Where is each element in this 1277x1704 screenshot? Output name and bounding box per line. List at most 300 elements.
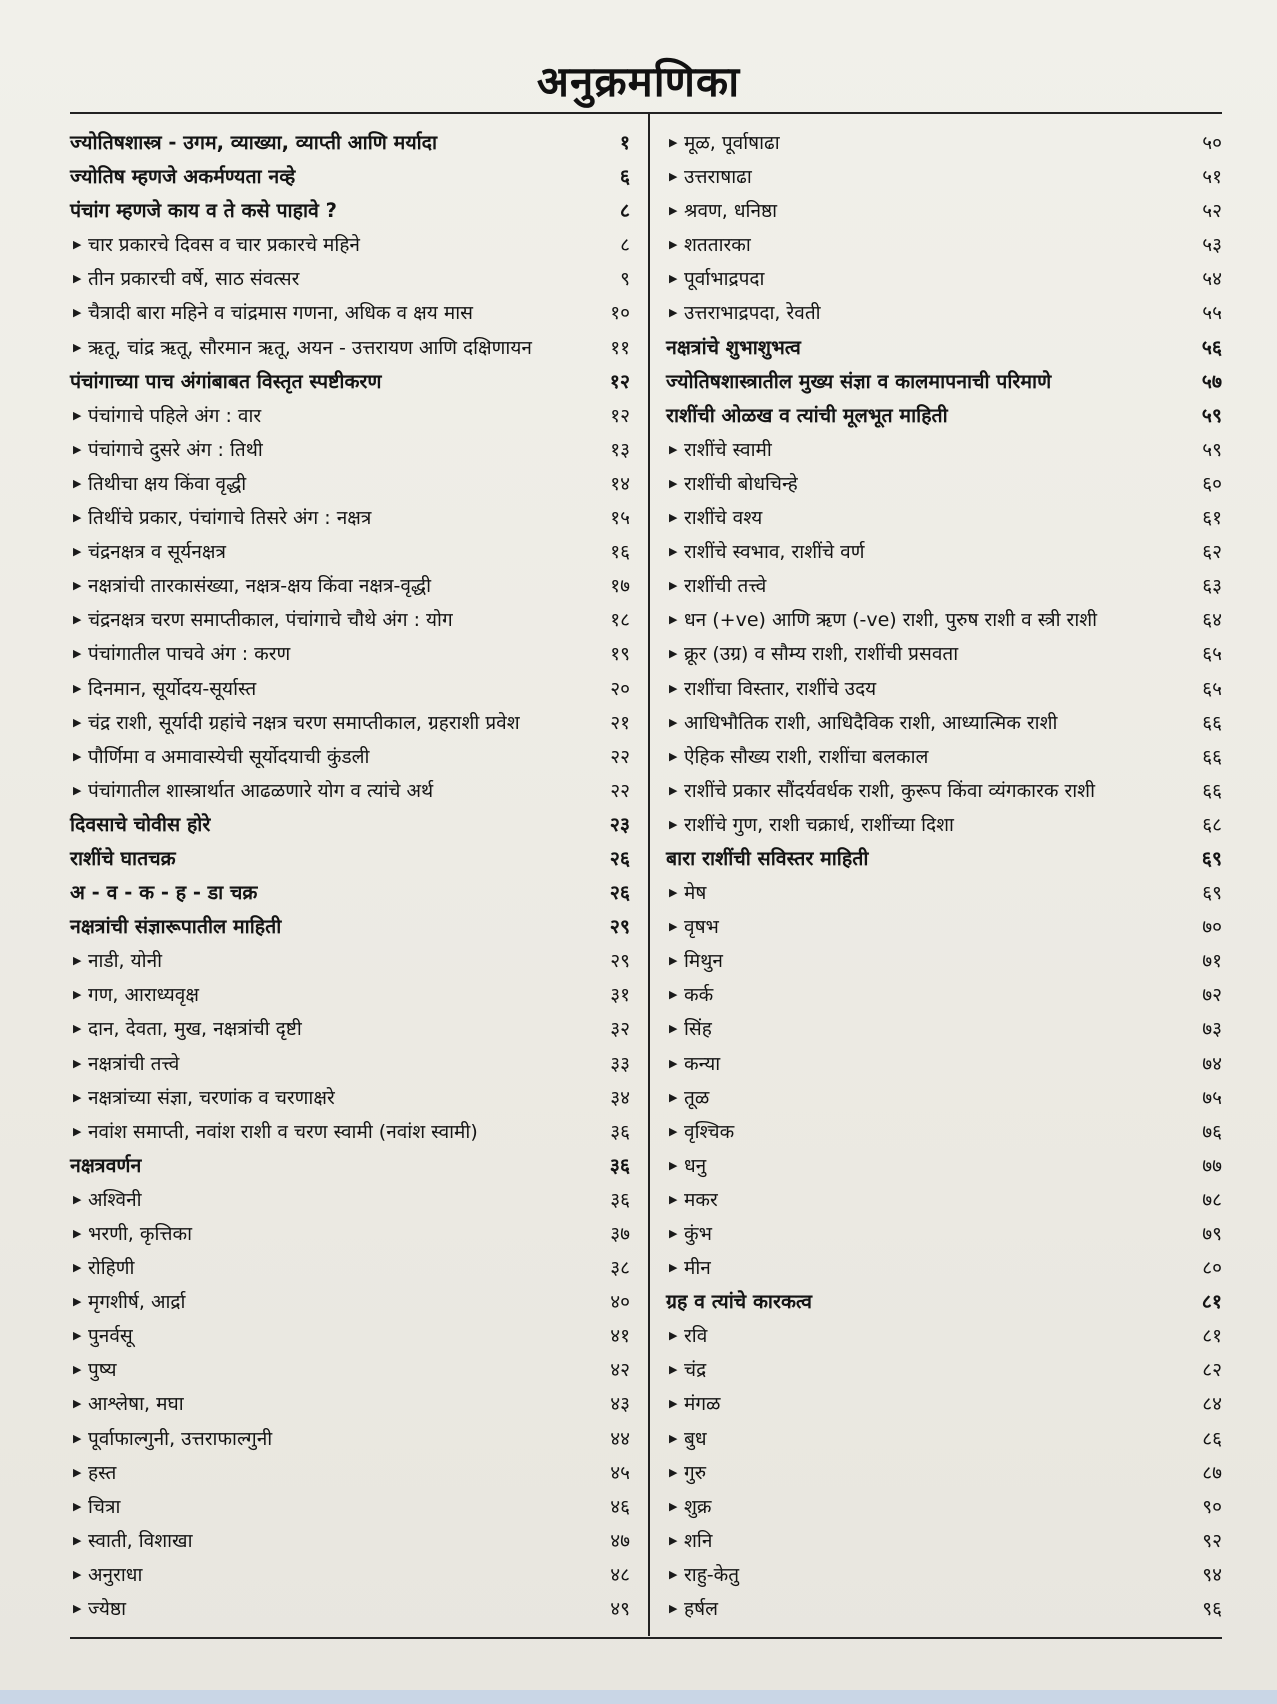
toc-sub-entry (70, 944, 630, 978)
toc-heading-entry (70, 876, 630, 910)
toc-entry-title: पंचांगातील शास्त्रार्थात आढळणारे योग व त्यांचे अर्थ (88, 779, 434, 802)
toc-entry-title: चार प्रकारचे दिवस व चार प्रकारचे महिने (88, 234, 360, 257)
bullet-icon: ▶ (73, 1602, 82, 1616)
toc-entry-title: नक्षत्रांची तत्त्वे (88, 1052, 180, 1075)
toc-entry-page: ५० (1202, 132, 1222, 154)
toc-sub-entry (666, 194, 1222, 228)
toc-entry-page: ४० (610, 1291, 630, 1314)
toc-entry-title: तिथीचा क्षय किंवा वृद्धी (88, 472, 247, 495)
toc-entry-title: धनु (684, 1154, 707, 1177)
toc-entry-title: अनुराधा (88, 1563, 143, 1586)
toc-sub-entry (70, 740, 630, 774)
toc-sub-entry (70, 1319, 630, 1353)
bullet-icon: ▶ (73, 408, 82, 422)
bullet-icon: ▶ (669, 204, 678, 218)
bullet-icon: ▶ (669, 1533, 678, 1547)
toc-entry-title: कन्या (684, 1052, 721, 1075)
bullet-icon: ▶ (73, 1192, 82, 1206)
toc-entry-page: १८ (610, 609, 630, 632)
toc-entry-title: नक्षत्रांची संज्ञारूपातील माहिती (70, 915, 282, 939)
bullet-icon: ▶ (669, 1397, 678, 1411)
toc-entry-title: राशींचे वश्य (684, 507, 763, 530)
toc-entry-title: हर्षल (684, 1598, 718, 1621)
toc-entry-title: राशींची बोधचिन्हे (684, 472, 798, 495)
bullet-icon: ▶ (73, 1056, 82, 1070)
toc-heading-entry (70, 160, 630, 194)
toc-entry-page: ८० (1202, 1257, 1222, 1280)
top-rule (70, 112, 1222, 114)
bullet-icon: ▶ (73, 511, 82, 525)
toc-heading-entry (70, 126, 630, 160)
toc-entry-page: ९४ (1202, 1563, 1222, 1586)
toc-sub-entry (70, 706, 630, 740)
toc-sub-entry (666, 1592, 1222, 1626)
toc-entry-title: उत्तराषाढा (684, 166, 752, 189)
bullet-icon: ▶ (669, 579, 678, 593)
toc-entry-title: तिथींचे प्रकार, पंचांगाचे तिसरे अंग : नक्षत्र (88, 507, 372, 530)
bullet-icon: ▶ (73, 783, 82, 797)
toc-entry-page: १४ (610, 472, 630, 495)
bullet-icon: ▶ (669, 545, 678, 559)
toc-sub-entry (70, 1387, 630, 1421)
toc-sub-entry (666, 1149, 1222, 1183)
bullet-icon: ▶ (669, 715, 678, 729)
bullet-icon: ▶ (73, 749, 82, 763)
toc-entry-title: ऋतू, चांद्र ऋतू, सौरमान ऋतू, अयन - उत्तरायण आणि दक्षिणायन (88, 336, 532, 359)
toc-entry-page: १३ (610, 438, 630, 461)
toc-sub-entry (666, 672, 1222, 706)
toc-sub-entry (70, 978, 630, 1012)
toc-entry-page: १५ (610, 507, 630, 530)
bullet-icon: ▶ (669, 920, 678, 934)
toc-entry-title: हस्त (88, 1461, 117, 1484)
toc-entry-page: १६ (610, 541, 630, 564)
bullet-icon: ▶ (669, 749, 678, 763)
toc-entry-page: ८१ (1201, 1290, 1222, 1314)
toc-sub-entry (70, 1081, 630, 1115)
toc-sub-entry (70, 331, 630, 365)
toc-entry-page: ६२ (1202, 541, 1222, 564)
toc-sub-entry (70, 603, 630, 637)
toc-sub-entry (666, 296, 1222, 330)
toc-entry-page: ३३ (610, 1052, 630, 1075)
toc-entry-page: ८२ (1202, 1359, 1222, 1382)
toc-left-column (70, 126, 630, 1626)
toc-sub-entry (666, 740, 1222, 774)
toc-entry-page: ४३ (610, 1393, 630, 1416)
toc-entry-page: ५९ (1201, 403, 1222, 427)
toc-sub-entry (666, 1422, 1222, 1456)
toc-entry-title: शनि (684, 1529, 713, 1552)
bullet-icon: ▶ (669, 1090, 678, 1104)
toc-entry-page: ४२ (610, 1359, 630, 1382)
toc-entry-title: शुक्र (684, 1495, 712, 1518)
toc-entry-title: गण, आराध्यवृक्ष (88, 984, 199, 1007)
bullet-icon: ▶ (73, 579, 82, 593)
bullet-icon: ▶ (73, 681, 82, 695)
toc-entry-title: पंचांग म्हणजे काय व ते कसे पाहावे ? (70, 199, 337, 223)
toc-entry-page: ७७ (1202, 1154, 1222, 1177)
toc-entry-title: नाडी, योनी (88, 950, 163, 973)
toc-entry-title: पुनर्वसू (88, 1325, 133, 1348)
toc-sub-entry (70, 535, 630, 569)
bullet-icon: ▶ (669, 442, 678, 456)
bullet-icon: ▶ (73, 442, 82, 456)
toc-right-column (666, 126, 1222, 1626)
toc-sub-entry (70, 1217, 630, 1251)
toc-sub-entry (666, 876, 1222, 910)
toc-entry-page: २२ (610, 745, 630, 768)
bullet-icon: ▶ (669, 1022, 678, 1036)
bullet-icon: ▶ (669, 1602, 678, 1616)
toc-entry-page: ६६ (1202, 745, 1222, 768)
toc-sub-entry (666, 1012, 1222, 1046)
toc-sub-entry (666, 569, 1222, 603)
toc-entry-title: कर्क (684, 984, 714, 1007)
toc-entry-title: चैत्रादी बारा महिने व चांद्रमास गणना, अधिक व क्षय मास (88, 302, 473, 325)
toc-entry-title: राशींची तत्त्वे (684, 575, 767, 598)
toc-heading-entry (70, 842, 630, 876)
toc-entry-title: कुंभ (684, 1223, 712, 1245)
toc-entry-title: दिनमान, सूर्योदय-सूर्यास्त (88, 677, 257, 700)
toc-entry-title: क्रूर (उग्र) व सौम्य राशी, राशींची प्रसवता (684, 643, 959, 666)
toc-entry-page: ४६ (610, 1495, 630, 1518)
toc-entry-title: मकर (684, 1188, 718, 1211)
bullet-icon: ▶ (669, 1192, 678, 1206)
toc-entry-page: ५१ (1202, 166, 1222, 189)
toc-sub-entry (70, 1422, 630, 1456)
toc-entry-page: ६० (1202, 472, 1222, 495)
bullet-icon: ▶ (669, 681, 678, 695)
bullet-icon: ▶ (669, 511, 678, 525)
toc-entry-page: ११ (610, 336, 630, 359)
toc-entry-title: राहु-केतु (684, 1563, 740, 1586)
toc-sub-entry (666, 535, 1222, 569)
bullet-icon: ▶ (73, 715, 82, 729)
toc-entry-page: ७१ (1202, 950, 1222, 973)
bullet-icon: ▶ (73, 1090, 82, 1104)
bullet-icon: ▶ (73, 647, 82, 661)
bullet-icon: ▶ (73, 1329, 82, 1343)
toc-entry-title: अ - व - क - ह - डा चक्र (70, 881, 258, 905)
toc-entry-page: ७५ (1202, 1086, 1222, 1109)
toc-entry-title: पंचांगाच्या पाच अंगांबाबत विस्तृत स्पष्टीकरण (70, 369, 382, 393)
toc-entry-title: मिथुन (684, 950, 723, 973)
toc-entry-page: ७३ (1202, 1018, 1222, 1041)
toc-entry-page: ६५ (1202, 677, 1222, 700)
toc-entry-page: २६ (609, 846, 630, 870)
toc-sub-entry (70, 433, 630, 467)
toc-entry-page: १९ (610, 643, 630, 666)
toc-entry-page: ५२ (1202, 200, 1222, 223)
toc-entry-page: ५७ (1201, 369, 1222, 393)
toc-sub-entry (70, 1183, 630, 1217)
toc-sub-entry (70, 399, 630, 433)
toc-sub-entry (666, 944, 1222, 978)
toc-entry-page: ६९ (1202, 882, 1222, 905)
toc-entry-title: उत्तराभाद्रपदा, रेवती (684, 302, 821, 325)
toc-entry-title: चंद्र राशी, सूर्यादी ग्रहांचे नक्षत्र चरण समाप्तीकाल, ग्रहराशी प्रवेश (88, 711, 520, 734)
toc-sub-entry (666, 1183, 1222, 1217)
toc-sub-entry (70, 672, 630, 706)
toc-entry-page: १ (619, 131, 630, 154)
toc-entry-title: मूळ, पूर्वाषाढा (684, 132, 780, 154)
bullet-icon: ▶ (73, 1022, 82, 1036)
bullet-icon: ▶ (669, 1227, 678, 1240)
toc-sub-entry (666, 228, 1222, 262)
toc-entry-title: वृश्चिक (684, 1120, 735, 1143)
bullet-icon: ▶ (669, 136, 678, 149)
toc-entry-page: ४८ (610, 1563, 630, 1586)
toc-entry-page: ५६ (1201, 335, 1222, 359)
toc-sub-entry (70, 774, 630, 808)
bullet-icon: ▶ (73, 1227, 82, 1240)
toc-entry-page: १२ (609, 369, 630, 393)
toc-entry-title: नक्षत्रांचे शुभाशुभत्व (666, 335, 801, 359)
toc-entry-page: ६८ (1202, 813, 1222, 836)
bullet-icon: ▶ (73, 1363, 82, 1377)
toc-entry-page: ५३ (1202, 234, 1222, 257)
toc-sub-entry (666, 467, 1222, 501)
toc-sub-entry (666, 1081, 1222, 1115)
toc-entry-title: दिवसाचे चोवीस होरे (70, 812, 211, 836)
toc-sub-entry (666, 978, 1222, 1012)
bullet-icon: ▶ (669, 988, 678, 1002)
page-title: अनुक्रमणिका (536, 57, 741, 106)
toc-sub-entry (666, 603, 1222, 637)
bullet-icon: ▶ (669, 1261, 678, 1275)
toc-heading-entry (666, 399, 1222, 433)
bullet-icon: ▶ (73, 1261, 82, 1275)
bullet-icon: ▶ (73, 1397, 82, 1411)
toc-entry-page: ६ (619, 165, 630, 189)
toc-sub-entry (70, 1353, 630, 1387)
scan-edge (0, 1690, 1277, 1704)
toc-entry-title: ऐहिक सौख्य राशी, राशींचा बलकाल (684, 745, 929, 768)
toc-entry-title: पंचांगातील पाचवे अंग : करण (88, 643, 291, 666)
toc-heading-entry (666, 365, 1222, 399)
toc-entry-page: ८७ (1202, 1461, 1222, 1484)
toc-entry-title: मेष (684, 882, 707, 905)
toc-entry-page: २० (610, 677, 630, 700)
toc-sub-entry (70, 1558, 630, 1592)
toc-heading-entry (666, 331, 1222, 365)
toc-entry-title: आश्लेषा, मघा (88, 1393, 184, 1416)
toc-sub-entry (666, 501, 1222, 535)
toc-entry-title: रवि (684, 1325, 708, 1348)
toc-sub-entry (70, 1285, 630, 1319)
toc-sub-entry (666, 433, 1222, 467)
toc-entry-title: ज्योतिष म्हणजे अकर्मण्यता नव्हे (70, 165, 296, 189)
toc-entry-title: पंचांगाचे पहिले अंग : वार (88, 404, 262, 427)
toc-entry-page: ७६ (1202, 1120, 1222, 1143)
toc-heading-entry (666, 1285, 1222, 1319)
toc-sub-entry (666, 1047, 1222, 1081)
toc-sub-entry (666, 1353, 1222, 1387)
toc-entry-page: ६५ (1202, 643, 1222, 666)
toc-entry-title: नक्षत्रवर्णन (70, 1153, 142, 1177)
toc-entry-title: मीन (684, 1257, 711, 1280)
toc-sub-entry (666, 160, 1222, 194)
toc-sub-entry (666, 1217, 1222, 1251)
toc-entry-title: बारा राशींची सविस्तर माहिती (666, 846, 869, 870)
toc-entry-page: ७८ (1202, 1188, 1222, 1211)
bullet-icon: ▶ (73, 1431, 82, 1445)
toc-entry-title: श्रवण, धनिष्ठा (684, 200, 778, 223)
toc-entry-title: नवांश समाप्ती, नवांश राशी व चरण स्वामी (नवांश स्वामी) (88, 1120, 478, 1143)
toc-entry-page: ६६ (1202, 711, 1222, 734)
toc-sub-entry (70, 1047, 630, 1081)
toc-entry-title: मृगशीर्ष, आर्द्रा (88, 1291, 186, 1314)
toc-entry-page: ३८ (610, 1257, 630, 1280)
toc-entry-title: राशींचे गुण, राशी चक्रार्ध, राशींच्या दिशा (684, 813, 954, 836)
toc-entry-page: ४७ (610, 1529, 630, 1552)
bullet-icon: ▶ (73, 1465, 82, 1479)
bullet-icon: ▶ (73, 1533, 82, 1547)
toc-sub-entry (70, 637, 630, 671)
toc-sub-entry (70, 262, 630, 296)
toc-entry-page: ३१ (610, 984, 630, 1007)
toc-entry-page: २३ (609, 812, 630, 836)
toc-entry-title: चंद्रनक्षत्र चरण समाप्तीकाल, पंचांगाचे चौथे अंग : योग (88, 609, 453, 632)
toc-sub-entry (666, 706, 1222, 740)
column-divider (648, 114, 650, 1636)
toc-sub-entry (666, 1456, 1222, 1490)
toc-entry-page: ६१ (1202, 507, 1222, 530)
toc-entry-page: ४५ (610, 1461, 630, 1484)
toc-sub-entry (70, 1524, 630, 1558)
bullet-icon: ▶ (73, 306, 82, 320)
bullet-icon: ▶ (669, 613, 678, 627)
toc-entry-title: नक्षत्रांच्या संज्ञा, चरणांक व चरणाक्षरे (88, 1086, 335, 1109)
toc-sub-entry (70, 1115, 630, 1149)
toc-heading-entry (70, 194, 630, 228)
toc-sub-entry (666, 637, 1222, 671)
toc-entry-page: २१ (610, 711, 630, 734)
toc-entry-page: ७४ (1202, 1052, 1222, 1075)
bullet-icon: ▶ (669, 238, 678, 252)
toc-sub-entry (70, 1012, 630, 1046)
toc-sub-entry (666, 262, 1222, 296)
toc-sub-entry (666, 1251, 1222, 1285)
toc-sub-entry (70, 501, 630, 535)
toc-entry-title: नक्षत्रांची तारकासंख्या, नक्षत्र-क्षय किंवा नक्षत्र-वृद्धी (88, 575, 432, 598)
bullet-icon: ▶ (73, 238, 82, 252)
toc-entry-title: पुष्य (88, 1359, 117, 1382)
toc-heading-entry (70, 910, 630, 944)
toc-entry-page: ५५ (1202, 302, 1222, 325)
toc-entry-title: धन (+ve) आणि ऋण (-ve) राशी, पुरुष राशी व स्त्री राशी (684, 609, 1098, 632)
toc-entry-page: ५४ (1202, 268, 1222, 291)
toc-entry-page: २९ (609, 915, 630, 939)
toc-entry-title: चित्रा (88, 1495, 121, 1518)
toc-entry-page: १७ (610, 575, 630, 598)
bullet-icon: ▶ (669, 1567, 678, 1581)
toc-entry-page: ३६ (610, 1188, 630, 1211)
toc-entry-page: ५९ (1202, 438, 1222, 461)
bullet-icon: ▶ (73, 1567, 82, 1581)
toc-entry-page: ७० (1202, 916, 1222, 939)
toc-entry-title: राशींची ओळख व त्यांची मूलभूत माहिती (666, 403, 948, 427)
bullet-icon: ▶ (669, 1499, 678, 1513)
bullet-icon: ▶ (669, 954, 678, 968)
bullet-icon: ▶ (669, 272, 678, 286)
toc-entry-title: भरणी, कृत्तिका (88, 1223, 193, 1245)
toc-entry-page: ३२ (610, 1018, 630, 1041)
bullet-icon: ▶ (669, 1329, 678, 1343)
bullet-icon: ▶ (73, 1499, 82, 1513)
toc-sub-entry (666, 1490, 1222, 1524)
toc-sub-entry (666, 126, 1222, 160)
bullet-icon: ▶ (73, 272, 82, 286)
toc-entry-title: राशींचा विस्तार, राशींचे उदय (684, 677, 877, 700)
bullet-icon: ▶ (669, 1158, 678, 1172)
toc-sub-entry (666, 774, 1222, 808)
bullet-icon: ▶ (73, 954, 82, 968)
toc-sub-entry (666, 1319, 1222, 1353)
toc-entry-title: ग्रह व त्यांचे कारकत्व (666, 1290, 812, 1314)
bullet-icon: ▶ (669, 1465, 678, 1479)
toc-entry-page: ६६ (1202, 779, 1222, 802)
bullet-icon: ▶ (73, 1124, 82, 1138)
toc-entry-title: स्वाती, विशाखा (88, 1529, 193, 1552)
bullet-icon: ▶ (73, 476, 82, 490)
toc-entry-page: ९६ (1202, 1598, 1222, 1621)
bullet-icon: ▶ (669, 886, 678, 900)
toc-entry-page: ३६ (609, 1153, 630, 1177)
bullet-icon: ▶ (669, 170, 678, 184)
bullet-icon: ▶ (73, 340, 82, 354)
toc-entry-page: ८ (619, 199, 630, 223)
toc-entry-page: ८४ (1202, 1393, 1222, 1416)
toc-entry-page: १२ (610, 404, 630, 427)
toc-entry-title: राशींचे प्रकार सौंदर्यवर्धक राशी, कुरूप किंवा व्यंगकारक राशी (684, 779, 1096, 802)
toc-entry-page: ३७ (610, 1223, 630, 1245)
toc-sub-entry (666, 1387, 1222, 1421)
bullet-icon: ▶ (669, 476, 678, 490)
bullet-icon: ▶ (669, 1124, 678, 1138)
toc-entry-page: ८१ (1202, 1325, 1222, 1348)
toc-sub-entry (70, 467, 630, 501)
toc-entry-title: वृषभ (684, 916, 719, 939)
toc-sub-entry (666, 910, 1222, 944)
toc-entry-page: ६३ (1202, 575, 1222, 598)
toc-entry-page: ४९ (610, 1598, 630, 1621)
toc-entry-page: ९० (1202, 1495, 1222, 1518)
toc-heading-entry (70, 808, 630, 842)
toc-entry-title: ज्येष्ठा (88, 1598, 127, 1621)
bullet-icon: ▶ (669, 783, 678, 797)
toc-entry-title: गुरु (684, 1461, 707, 1484)
toc-entry-title: बुध (684, 1427, 707, 1450)
toc-entry-page: १० (610, 302, 630, 325)
toc-entry-page: ३४ (610, 1086, 630, 1109)
toc-sub-entry (666, 1115, 1222, 1149)
toc-entry-title: आधिभौतिक राशी, आधिदैविक राशी, आध्यात्मिक राशी (684, 711, 1058, 734)
toc-entry-title: रोहिणी (88, 1257, 135, 1280)
toc-heading-entry (666, 842, 1222, 876)
toc-entry-title: दान, देवता, मुख, नक्षत्रांची दृष्टी (88, 1018, 302, 1041)
toc-sub-entry (70, 569, 630, 603)
toc-entry-title: पौर्णिमा व अमावास्येची सूर्योदयाची कुंडली (88, 745, 370, 768)
toc-entry-title: शततारका (684, 234, 751, 257)
toc-sub-entry (70, 1592, 630, 1626)
toc-entry-page: २२ (610, 779, 630, 802)
toc-sub-entry (70, 1251, 630, 1285)
toc-entry-page: २६ (609, 881, 630, 905)
toc-sub-entry (70, 296, 630, 330)
toc-entry-page: २९ (610, 950, 630, 973)
